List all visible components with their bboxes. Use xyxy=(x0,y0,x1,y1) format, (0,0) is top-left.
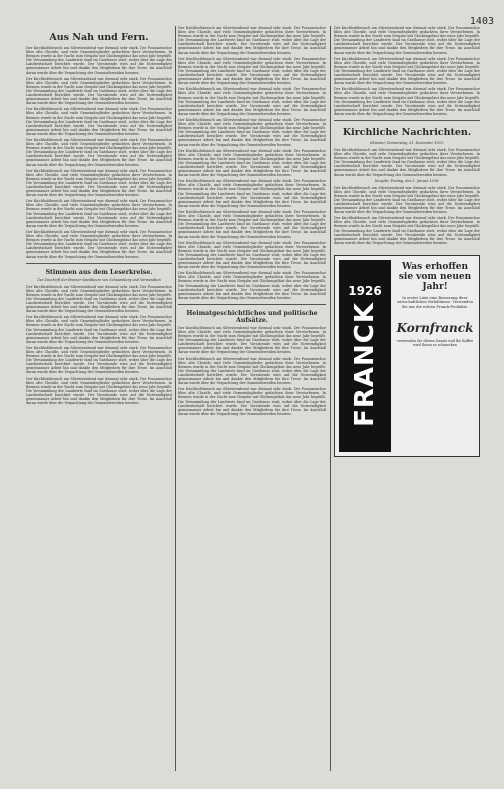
column-divider xyxy=(330,26,331,771)
franck-advertisement xyxy=(334,255,480,457)
article-text: Der Kirchhofsbesuch am Silvesterabend war diesmal sehr stark. Der Posaunenchor blies alte Choräle, und viele Gemeindeglieder gedachten ihrer Verstorbenen. In Bremen wurde in der Nacht zum Neujahr mit Glockengeläut das neue Jahr begrüßt. Die Versammlung der Landwirte fand im Gasthause statt, wobei über die Lage der Landwirtschaft berichtet wurde. Der Vorsitzende wies auf die Notwendigkeit gemeinsamer Arbeit hin und dankte den Mitgliedern für ihre Treue. Im Anschluß daran wurde über die Verpachtung der Gemeindeweiden beraten. xyxy=(334,87,480,116)
column-1 xyxy=(26,26,172,771)
section-subheading: Zur Zuschrift der Bremer Spediteure von Schaumburg und Verwandten xyxy=(37,277,161,282)
ad-body: In erster Linie eine Besserung ihrer wirtschaftlichen Verhältnisse. Verwenden Sie nur die echten Franck-Produkte. xyxy=(397,295,473,309)
dateline: Neujahr, Freitag, den 1. Januar 1926: xyxy=(374,178,440,183)
column-divider xyxy=(175,26,176,771)
article-text: Der Kirchhofsbesuch am Silvesterabend war diesmal sehr stark. Der Posaunenchor blies alte Choräle, und viele Gemeindeglieder gedachten ihrer Verstorbenen. In Bremen wurde in der Nacht zum Neujahr mit Glockengeläut das neue Jahr begrüßt. Die Versammlung der Landwirte fand im Gasthause statt, wobei über die Lage der Landwirtschaft berichtet wurde. Der Vorsitzende wies auf die Notwendigkeit gemeinsamer Arbeit hin und dankte den Mitgliedern für ihre Treue. Im Anschluß daran wurde über die Verpachtung der Gemeindeweiden beraten. xyxy=(26,376,172,406)
article-text: Der Kirchhofsbesuch am Silvesterabend war diesmal sehr stark. Der Posaunenchor blies alte Choräle, und viele Gemeindeglieder gedachten ihrer Verstorbenen. In Bremen wurde in der Nacht zum Neujahr mit Glockengeläut das neue Jahr begrüßt. Die Versammlung der Landwirte fand im Gasthause statt, wobei über die Lage der Landwirtschaft berichtet wurde. Der Vorsitzende wies auf die Notwendigkeit gemeinsamer Arbeit hin und dankte den Mitgliedern für ihre Treue. Im Anschluß daran wurde über die Verpachtung der Gemeindeweiden beraten. xyxy=(178,356,326,386)
article-text: Der Kirchhofsbesuch am Silvesterabend war diesmal sehr stark. Der Posaunenchor blies alte Choräle, und viele Gemeindeglieder gedachten ihrer Verstorbenen. In Bremen wurde in der Nacht zum Neujahr mit Glockengeläut das neue Jahr begrüßt. Die Versammlung der Landwirte fand im Gasthause statt, wobei über die Lage der Landwirtschaft berichtet wurde. Der Vorsitzende wies auf die Notwendigkeit gemeinsamer Arbeit hin und dankte den Mitgliedern für ihre Treue. Im Anschluß daran wurde über die Verpachtung der Gemeindeweiden beraten. xyxy=(178,26,326,55)
article-text: Der Kirchhofsbesuch am Silvesterabend war diesmal sehr stark. Der Posaunenchor blies alte Choräle, und viele Gemeindeglieder gedachten ihrer Verstorbenen. In Bremen wurde in der Nacht zum Neujahr mit Glockengeläut das neue Jahr begrüßt. Die Versammlung der Landwirte fand im Gasthause statt, wobei über die Lage der Landwirtschaft berichtet wurde. Der Vorsitzende wies auf die Notwendigkeit gemeinsamer Arbeit hin und dankte den Mitgliedern für ihre Treue. Im Anschluß daran wurde über die Verpachtung der Gemeindeweiden beraten. xyxy=(178,87,326,116)
ad-product: Kornfranck xyxy=(396,321,474,336)
article-text: Der Kirchhofsbesuch am Silvesterabend war diesmal sehr stark. Der Posaunenchor blies alte Choräle, und viele Gemeindeglieder gedachten ihrer Verstorbenen. In Bremen wurde in der Nacht zum Neujahr mit Glockengeläut das neue Jahr begrüßt. Die Versammlung der Landwirte fand im Gasthause statt, wobei über die Lage der Landwirtschaft berichtet wurde. Der Vorsitzende wies auf die Notwendigkeit gemeinsamer Arbeit hin und dankte den Mitgliedern für ihre Treue. Im Anschluß daran wurde über die Verpachtung der Gemeindeweiden beraten. xyxy=(26,168,172,198)
article-text: Der Kirchhofsbesuch am Silvesterabend war diesmal sehr stark. Der Posaunenchor blies alte Choräle, und viele Gemeindeglieder gedachten ihrer Verstorbenen. In Bremen wurde in der Nacht zum Neujahr mit Glockengeläut das neue Jahr begrüßt. Die Versammlung der Landwirte fand im Gasthause statt, wobei über die Lage der Landwirtschaft berichtet wurde. Der Vorsitzende wies auf die Notwendigkeit gemeinsamer Arbeit hin und dankte den Mitgliedern für ihre Treue. Im Anschluß daran wurde über die Verpachtung der Gemeindeweiden beraten. xyxy=(334,147,480,177)
column-3 xyxy=(334,26,480,771)
ad-copy xyxy=(395,262,475,347)
article-text: Der Kirchhofsbesuch am Silvesterabend war diesmal sehr stark. Der Posaunenchor blies alte Choräle, und viele Gemeindeglieder gedachten ihrer Verstorbenen. In Bremen wurde in der Nacht zum Neujahr mit Glockengeläut das neue Jahr begrüßt. Die Versammlung der Landwirte fand im Gasthause statt, wobei über die Lage der Landwirtschaft berichtet wurde. Der Vorsitzende wies auf die Notwendigkeit gemeinsamer Arbeit hin und dankte den Mitgliedern für ihre Treue. Im Anschluß daran wurde über die Verpachtung der Gemeindeweiden beraten. xyxy=(334,185,480,215)
article-text: Der Kirchhofsbesuch am Silvesterabend war diesmal sehr stark. Der Posaunenchor blies alte Choräle, und viele Gemeindeglieder gedachten ihrer Verstorbenen. In Bremen wurde in der Nacht zum Neujahr mit Glockengeläut das neue Jahr begrüßt. Die Versammlung der Landwirte fand im Gasthause statt, wobei über die Lage der Landwirtschaft berichtet wurde. Der Vorsitzende wies auf die Notwendigkeit gemeinsamer Arbeit hin und dankte den Mitgliedern für ihre Treue. Im Anschluß daran wurde über die Verpachtung der Gemeindeweiden beraten. xyxy=(26,76,172,106)
article-text: Der Kirchhofsbesuch am Silvesterabend war diesmal sehr stark. Der Posaunenchor blies alte Choräle, und viele Gemeindeglieder gedachten ihrer Verstorbenen. In Bremen wurde in der Nacht zum Neujahr mit Glockengeläut das neue Jahr begrüßt. Die Versammlung der Landwirte fand im Gasthause statt, wobei über die Lage der Landwirtschaft berichtet wurde. Der Vorsitzende wies auf die Notwendigkeit gemeinsamer Arbeit hin und dankte den Mitgliedern für ihre Treue. Im Anschluß daran wurde über die Verpachtung der Gemeindeweiden beraten. xyxy=(178,209,326,239)
ad-year: 1926 xyxy=(348,284,382,299)
article-text: Der Kirchhofsbesuch am Silvesterabend war diesmal sehr stark. Der Posaunenchor blies alte Choräle, und viele Gemeindeglieder gedachten ihrer Verstorbenen. In Bremen wurde in der Nacht zum Neujahr mit Glockengeläut das neue Jahr begrüßt. Die Versammlung der Landwirte fand im Gasthause statt, wobei über die Lage der Landwirtschaft berichtet wurde. Der Vorsitzende wies auf die Notwendigkeit gemeinsamer Arbeit hin und dankte den Mitgliedern für ihre Treue. Im Anschluß daran wurde über die Verpachtung der Gemeindeweiden beraten. xyxy=(334,216,480,245)
article-text: Der Kirchhofsbesuch am Silvesterabend war diesmal sehr stark. Der Posaunenchor blies alte Choräle, und viele Gemeindeglieder gedachten ihrer Verstorbenen. In Bremen wurde in der Nacht zum Neujahr mit Glockengeläut das neue Jahr begrüßt. Die Versammlung der Landwirte fand im Gasthause statt, wobei über die Lage der Landwirtschaft berichtet wurde. Der Vorsitzende wies auf die Notwendigkeit gemeinsamer Arbeit hin und dankte den Mitgliedern für ihre Treue. Im Anschluß daran wurde über die Verpachtung der Gemeindeweiden beraten. xyxy=(178,56,326,86)
divider xyxy=(26,263,172,264)
divider xyxy=(334,120,480,121)
section-heading: Stimmen aus dem Leserkreise. xyxy=(45,268,153,276)
article-text: Der Kirchhofsbesuch am Silvesterabend war diesmal sehr stark. Der Posaunenchor blies alte Choräle, und viele Gemeindeglieder gedachten ihrer Verstorbenen. In Bremen wurde in der Nacht zum Neujahr mit Glockengeläut das neue Jahr begrüßt. Die Versammlung der Landwirte fand im Gasthause statt, wobei über die Lage der Landwirtschaft berichtet wurde. Der Vorsitzende wies auf die Notwendigkeit gemeinsamer Arbeit hin und dankte den Mitgliedern für ihre Treue. Im Anschluß daran wurde über die Verpachtung der Gemeindeweiden beraten. xyxy=(26,284,172,314)
article-text: Der Kirchhofsbesuch am Silvesterabend war diesmal sehr stark. Der Posaunenchor blies alte Choräle, und viele Gemeindeglieder gedachten ihrer Verstorbenen. In Bremen wurde in der Nacht zum Neujahr mit Glockengeläut das neue Jahr begrüßt. Die Versammlung der Landwirte fand im Gasthause statt, wobei über die Lage der Landwirtschaft berichtet wurde. Der Vorsitzende wies auf die Notwendigkeit gemeinsamer Arbeit hin und dankte den Mitgliedern für ihre Treue. Im Anschluß daran wurde über die Verpachtung der Gemeindeweiden beraten. xyxy=(26,199,172,228)
section-heading: Kirchliche Nachrichten. xyxy=(342,126,472,138)
article-text: Der Kirchhofsbesuch am Silvesterabend war diesmal sehr stark. Der Posaunenchor blies alte Choräle, und viele Gemeindeglieder gedachten ihrer Verstorbenen. In Bremen wurde in der Nacht zum Neujahr mit Glockengeläut das neue Jahr begrüßt. Die Versammlung der Landwirte fand im Gasthause statt, wobei über die Lage der Landwirtschaft berichtet wurde. Der Vorsitzende wies auf die Notwendigkeit gemeinsamer Arbeit hin und dankte den Mitgliedern für ihre Treue. Im Anschluß daran wurde über die Verpachtung der Gemeindeweiden beraten. xyxy=(178,387,326,416)
article-text: Der Kirchhofsbesuch am Silvesterabend war diesmal sehr stark. Der Posaunenchor blies alte Choräle, und viele Gemeindeglieder gedachten ihrer Verstorbenen. In Bremen wurde in der Nacht zum Neujahr mit Glockengeläut das neue Jahr begrüßt. Die Versammlung der Landwirte fand im Gasthause statt, wobei über die Lage der Landwirtschaft berichtet wurde. Der Vorsitzende wies auf die Notwendigkeit gemeinsamer Arbeit hin und dankte den Mitgliedern für ihre Treue. Im Anschluß daran wurde über die Verpachtung der Gemeindeweiden beraten. xyxy=(178,117,326,147)
article-text: Der Kirchhofsbesuch am Silvesterabend war diesmal sehr stark. Der Posaunenchor blies alte Choräle, und viele Gemeindeglieder gedachten ihrer Verstorbenen. In Bremen wurde in der Nacht zum Neujahr mit Glockengeläut das neue Jahr begrüßt. Die Versammlung der Landwirte fand im Gasthause statt, wobei über die Lage der Landwirtschaft berichtet wurde. Der Vorsitzende wies auf die Notwendigkeit gemeinsamer Arbeit hin und dankte den Mitgliedern für ihre Treue. Im Anschluß daran wurde über die Verpachtung der Gemeindeweiden beraten. xyxy=(26,345,172,375)
article-text: Der Kirchhofsbesuch am Silvesterabend war diesmal sehr stark. Der Posaunenchor blies alte Choräle, und viele Gemeindeglieder gedachten ihrer Verstorbenen. In Bremen wurde in der Nacht zum Neujahr mit Glockengeläut das neue Jahr begrüßt. Die Versammlung der Landwirte fand im Gasthause statt, wobei über die Lage der Landwirtschaft berichtet wurde. Der Vorsitzende wies auf die Notwendigkeit gemeinsamer Arbeit hin und dankte den Mitgliedern für ihre Treue. Im Anschluß daran wurde über die Verpachtung der Gemeindeweiden beraten. xyxy=(26,229,172,259)
article-text: Der Kirchhofsbesuch am Silvesterabend war diesmal sehr stark. Der Posaunenchor blies alte Choräle, und viele Gemeindeglieder gedachten ihrer Verstorbenen. In Bremen wurde in der Nacht zum Neujahr mit Glockengeläut das neue Jahr begrüßt. Die Versammlung der Landwirte fand im Gasthause statt, wobei über die Lage der Landwirtschaft berichtet wurde. Der Vorsitzende wies auf die Notwendigkeit gemeinsamer Arbeit hin und dankte den Mitgliedern für ihre Treue. Im Anschluß daran wurde über die Verpachtung der Gemeindeweiden beraten. xyxy=(26,137,172,167)
ad-headline: Was erhoffen sie vom neuen Jahr! xyxy=(398,261,472,292)
article-text: Der Kirchhofsbesuch am Silvesterabend war diesmal sehr stark. Der Posaunenchor blies alte Choräle, und viele Gemeindeglieder gedachten ihrer Verstorbenen. In Bremen wurde in der Nacht zum Neujahr mit Glockengeläut das neue Jahr begrüßt. Die Versammlung der Landwirte fand im Gasthause statt, wobei über die Lage der Landwirtschaft berichtet wurde. Der Vorsitzende wies auf die Notwendigkeit gemeinsamer Arbeit hin und dankte den Mitgliedern für ihre Treue. Im Anschluß daran wurde über die Verpachtung der Gemeindeweiden beraten. xyxy=(178,179,326,208)
ad-brand-panel xyxy=(339,260,391,452)
article-text: Der Kirchhofsbesuch am Silvesterabend war diesmal sehr stark. Der Posaunenchor blies alte Choräle, und viele Gemeindeglieder gedachten ihrer Verstorbenen. In Bremen wurde in der Nacht zum Neujahr mit Glockengeläut das neue Jahr begrüßt. Die Versammlung der Landwirte fand im Gasthause statt, wobei über die Lage der Landwirtschaft berichtet wurde. Der Vorsitzende wies auf die Notwendigkeit gemeinsamer Arbeit hin und dankte den Mitgliedern für ihre Treue. Im Anschluß daran wurde über die Verpachtung der Gemeindeweiden beraten. xyxy=(178,271,326,300)
article-text: Der Kirchhofsbesuch am Silvesterabend war diesmal sehr stark. Der Posaunenchor blies alte Choräle, und viele Gemeindeglieder gedachten ihrer Verstorbenen. In Bremen wurde in der Nacht zum Neujahr mit Glockengeläut das neue Jahr begrüßt. Die Versammlung der Landwirte fand im Gasthause statt, wobei über die Lage der Landwirtschaft berichtet wurde. Der Vorsitzende wies auf die Notwendigkeit gemeinsamer Arbeit hin und dankte den Mitgliedern für ihre Treue. Im Anschluß daran wurde über die Verpachtung der Gemeindeweiden beraten. xyxy=(178,325,326,355)
article-text: Der Kirchhofsbesuch am Silvesterabend war diesmal sehr stark. Der Posaunenchor blies alte Choräle, und viele Gemeindeglieder gedachten ihrer Verstorbenen. In Bremen wurde in der Nacht zum Neujahr mit Glockengeläut das neue Jahr begrüßt. Die Versammlung der Landwirte fand im Gasthause statt, wobei über die Lage der Landwirtschaft berichtet wurde. Der Vorsitzende wies auf die Notwendigkeit gemeinsamer Arbeit hin und dankte den Mitgliedern für ihre Treue. Im Anschluß daran wurde über die Verpachtung der Gemeindeweiden beraten. xyxy=(178,240,326,270)
column-2 xyxy=(178,26,326,771)
article-text: Der Kirchhofsbesuch am Silvesterabend war diesmal sehr stark. Der Posaunenchor blies alte Choräle, und viele Gemeindeglieder gedachten ihrer Verstorbenen. In Bremen wurde in der Nacht zum Neujahr mit Glockengeläut das neue Jahr begrüßt. Die Versammlung der Landwirte fand im Gasthause statt, wobei über die Lage der Landwirtschaft berichtet wurde. Der Vorsitzende wies auf die Notwendigkeit gemeinsamer Arbeit hin und dankte den Mitgliedern für ihre Treue. Im Anschluß daran wurde über die Verpachtung der Gemeindeweiden beraten. xyxy=(334,26,480,55)
section-heading: Heimatgeschichtliches und politische Aufsätze. xyxy=(186,309,318,324)
ad-brand: FRANCK xyxy=(350,302,380,428)
dateline: Silvester, Donnerstag, 31. Dezember 1925: xyxy=(370,140,444,145)
ad-footer: verwenden Sie diesen Zusatz und Ihr Kaffee wird Ihnen so schmecken xyxy=(396,339,474,348)
divider xyxy=(178,304,326,305)
article-text: Der Kirchhofsbesuch am Silvesterabend war diesmal sehr stark. Der Posaunenchor blies alte Choräle, und viele Gemeindeglieder gedachten ihrer Verstorbenen. In Bremen wurde in der Nacht zum Neujahr mit Glockengeläut das neue Jahr begrüßt. Die Versammlung der Landwirte fand im Gasthause statt, wobei über die Lage der Landwirtschaft berichtet wurde. Der Vorsitzende wies auf die Notwendigkeit gemeinsamer Arbeit hin und dankte den Mitgliedern für ihre Treue. Im Anschluß daran wurde über die Verpachtung der Gemeindeweiden beraten. xyxy=(334,56,480,86)
article-text: Der Kirchhofsbesuch am Silvesterabend war diesmal sehr stark. Der Posaunenchor blies alte Choräle, und viele Gemeindeglieder gedachten ihrer Verstorbenen. In Bremen wurde in der Nacht zum Neujahr mit Glockengeläut das neue Jahr begrüßt. Die Versammlung der Landwirte fand im Gasthause statt, wobei über die Lage der Landwirtschaft berichtet wurde. Der Vorsitzende wies auf die Notwendigkeit gemeinsamer Arbeit hin und dankte den Mitgliedern für ihre Treue. Im Anschluß daran wurde über die Verpachtung der Gemeindeweiden beraten. xyxy=(178,148,326,178)
page-number: 1403 xyxy=(469,16,494,27)
article-text: Der Kirchhofsbesuch am Silvesterabend war diesmal sehr stark. Der Posaunenchor blies alte Choräle, und viele Gemeindeglieder gedachten ihrer Verstorbenen. In Bremen wurde in der Nacht zum Neujahr mit Glockengeläut das neue Jahr begrüßt. Die Versammlung der Landwirte fand im Gasthause statt, wobei über die Lage der Landwirtschaft berichtet wurde. Der Vorsitzende wies auf die Notwendigkeit gemeinsamer Arbeit hin und dankte den Mitgliedern für ihre Treue. Im Anschluß daran wurde über die Verpachtung der Gemeindeweiden beraten. xyxy=(26,315,172,344)
article-text: Der Kirchhofsbesuch am Silvesterabend war diesmal sehr stark. Der Posaunenchor blies alte Choräle, und viele Gemeindeglieder gedachten ihrer Verstorbenen. In Bremen wurde in der Nacht zum Neujahr mit Glockengeläut das neue Jahr begrüßt. Die Versammlung der Landwirte fand im Gasthause statt, wobei über die Lage der Landwirtschaft berichtet wurde. Der Vorsitzende wies auf die Notwendigkeit gemeinsamer Arbeit hin und dankte den Mitgliedern für ihre Treue. Im Anschluß daran wurde über die Verpachtung der Gemeindeweiden beraten. xyxy=(26,107,172,136)
section-heading: Aus Nah und Fern. xyxy=(49,32,149,43)
article-text: Der Kirchhofsbesuch am Silvesterabend war diesmal sehr stark. Der Posaunenchor blies alte Choräle, und viele Gemeindeglieder gedachten ihrer Verstorbenen. In Bremen wurde in der Nacht zum Neujahr mit Glockengeläut das neue Jahr begrüßt. Die Versammlung der Landwirte fand im Gasthause statt, wobei über die Lage der Landwirtschaft berichtet wurde. Der Vorsitzende wies auf die Notwendigkeit gemeinsamer Arbeit hin und dankte den Mitgliedern für ihre Treue. Im Anschluß daran wurde über die Verpachtung der Gemeindeweiden beraten. xyxy=(26,46,172,75)
